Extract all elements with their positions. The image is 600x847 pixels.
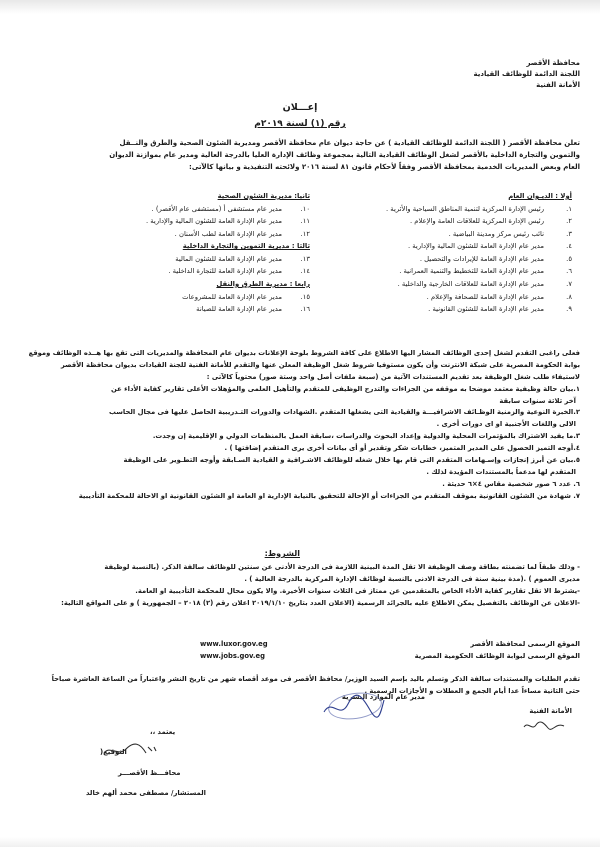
job-item: ١٥. مدير عام الإدارة العامة للمشروعات [182,292,310,301]
job-item: ٥. مدير عام الإدارة العامة للإيرادات والتحصيل . [419,254,572,263]
section-heading: أولا : الديـوان العام [508,192,572,200]
announcement-title: إعـــلان [282,102,318,113]
condition-line: - وذلك طبقاً لما تضمنته بطاقة وصف الوظيفة الا تقل المدة البينية اللازمة فى الدرجة الأدنى عن سنتين للوظائف سالفة الذكر. (بالنسبة لوظيفة [104,563,580,571]
website-label: الموقع الرسمى لبوابة الوظائف الحكومية المصرية [414,652,580,661]
conditions-paragraph [18,562,580,610]
job-item: ١٢. مدير عام الإدارة العامة لطب الأسنان . [174,229,310,238]
secretariat-handwritten-signature [520,719,568,733]
job-item: ١٦. مدير عام الإدارة العامة للصيانة [196,305,310,314]
body-line: آخر ثلاثة سنوات سابقة [499,396,576,405]
letterhead-secretariat: الأمانة الفنية [536,80,580,89]
closing-paragraph [18,674,580,698]
secretariat-signature: الأمانة الفنية [529,707,572,715]
body-line: ٣.ما يفيد الاشتراك بالمؤتمرات المحلية والدولية وإعداد البحوث والدراسات ،سابقة العمل بالمنظمات الدولي و الإقليمية إن وجدت. [152,432,580,441]
intro-line: تعلن محافظة الأقصر ( اللجنة الدائمة للوظائف القيادية ) عن حاجة ديوان عام محافظة الأقصر ومديرية الشئون الصحية والطرق والنــقل [119,139,580,147]
body-line: ٢.الخبرة النوعية والزمنية الوظـائف الاشرافيـــة والقيادية التى يشغلها المتقدم .الشهادات والدورات التـدريبية الحاصل عليها فى مجال الحاسب [109,408,580,417]
section-heading-supply: ثالثا : مديرية التموين والتجارة الداخلية [182,242,310,251]
announcement-number: رقم (١) لسنة ٢٠١٩م [254,119,346,129]
job-item: ٣. نائب رئيس مركز ومدينة البياضية . [448,229,572,238]
body-line: لاستيفاء طلب شغل الوظيفة بعد تقديم المستندات الآتية من (سبعة ملفات أصل واحد وستة صور) محتوياً كالآتى : [206,372,580,381]
intro-paragraph [20,138,580,174]
governor-title: محافـــظ الأقصـــر [118,769,181,777]
job-item: ١٣. مدير عام الإدارة العامة للشئون المالية [175,254,310,263]
approval-label: يعتمد ،، [150,728,176,736]
job-item: ٢. رئيس الإدارة المركزية للعلاقات العامة والإعلام . [409,217,572,226]
condition-line: -الاعلان عن الوظائف بالتفصيل يمكن الاطلاع عليه بالجرائد الرسمية (الاعلان العدد بتاريخ ٢٠١٩/١/١٠ اعلان رقم (٢) ٢٠١٨ – الجمهورية ) و على المواقع التالية: [61,598,580,607]
closing-line: تقدم الطلبات والمستندات سالفة الذكر وتسلم باليد بإسم السيد الوزير/ محافظ الأقصر فى موعد أقصاه شهر من تاريخ النشر واعتباراً من الساعة العاشرة صباحاً [51,675,580,683]
governor-handwritten-signature [100,741,160,761]
letterhead [474,58,580,91]
letterhead-governorate: محافظة الأقصر [526,59,580,67]
job-item: ٤. مدير عام الإدارة العامة للشئون المالية والإدارية . [407,242,572,251]
job-item: ١١. مدير عام الإدارة العامة للشئون المالية والإدارية . [145,217,310,226]
website-row [200,638,580,650]
section-heading-health: ثانيا: مديرية الشئون الصحية [217,192,310,200]
body-line: ٥.بيان عن أبرز إنجازات وإسـهامات المتقدم التى قام بها خلال شغله للوظائف الاشـرافية و القيادية السـابقة وأوجه التطـوير على الوظيفة [123,456,580,465]
website-label: الموقع الرسمى لمحافظة الأقصر [470,640,580,648]
website-row [200,650,580,662]
body-line: ٦. عدد ٦ صور شخصية مقاس ٤×٦ حديثة . [442,479,580,488]
hr-director-signature: مدير عام الموارد البشرية [341,693,425,701]
section-heading-roads: رابعا : مديرية الطرق والنقل [216,279,310,288]
website-url[interactable]: www.jobs.gov.eg [200,652,265,661]
job-item: ٧. مدير عام الإدارة العامة للعلاقات الخارجية والداخلية . [397,279,572,288]
body-line: ١.بيان حالة وظيفية معتمد موضحا به موقفه من الجزاءات والتدرج الوظيفى للمتقدم والتأهيل العلمى والمؤهلات الأعلى تقارير كفاية الأداء عن [111,384,580,393]
condition-line: -يشترط الا تقل تقارير كفاية الأداء الخاص بالمتقدمين عن ممتاز فى الثلاث سنوات الأخيرة. والا يكون محال للمحكمة التأديبية او العامة. [135,586,580,595]
hr-handwritten-signature [318,690,388,724]
letterhead-committee: اللجنة الدائمة للوظائف القيادية [473,69,580,78]
job-item: ٦. مدير عام الإدارة العامة للتخطيط والتنمية العمرانية . [399,267,572,276]
job-item: ٩. مدير عام الإدارة العامة للشئون القانونية . [428,305,572,314]
condition-line: مديرى العموم ) .(مدة بينية سنة فى الدرجة الادنى بالنسبة لوظائف الإدارة المركزية بالدرجة العالية ) . [244,574,580,583]
body-line: الالى واللغات الأجنبية او اى دورات أخرى . [436,420,576,429]
job-item: ١. رئيس الإدارة المركزية لتنمية المناطق السياحية والأثرية . [385,204,572,213]
body-line: ٤.أوجه التميز الحصول على المدير المتميز، خطابات شكر وتقدير أو أى بيانات أخرى يرى المتقدم إضافتها ) . [224,444,580,453]
governor-name: المستشار/ مصطفى محمد ألهم خالد [86,789,206,797]
conditions-heading: الشروط: [264,549,300,558]
scan-edge-top [0,0,600,14]
governor-signature-line: التوقيع( [100,748,127,756]
closing-line: حتى الثانية مساءاً عدا أيام الجمع و العطلات و الأجازات الرسمية . [364,686,580,695]
scan-edge-bottom [0,837,600,847]
intro-line: العام وبعض المديريات الخدمية بمحافظة الأقصر وفقاً لأحكام قانون ٨١ لسنة ٢٠١٦ ولائحته التنفيذية و بيانها كالآتى: [189,162,580,171]
section-directorates [85,190,310,316]
website-url[interactable]: www.luxor.gov.eg [200,640,268,648]
body-line: المتقدم لها مدعماً بالمستندات المؤيدة لذلك . [426,467,576,476]
intro-line: والتموين والتجارة الداخلية بالأقصر لشغل الوظائف القيادية التالية بمجموعة وظائف الإدارة العليا بالدرجة العالية ومدير عام بموازنة الديوان [109,150,580,159]
job-item: ١٠. مدير عام مستشفى أ (مستشفى عام الأقصر) . [151,204,310,213]
job-item: ٨. مدير عام الإدارة العامة للصحافة والإعلام . [426,292,572,301]
job-item: ١٤. مدير عام الإدارة العامة للتجارة الداخلية . [168,267,310,276]
body-line: بوابة الحكومة المصرية على شبكة الانترنت وأن يكون مستوفيا شروط شغل الوظيفة المعلن عنها والتقدم للأمانة الفنية للجنة القيادات بديوان محافظة الأقصر [60,360,580,369]
requirements-paragraph [18,348,580,503]
body-line: ٧. شهادة من الشئون القانونية بموقف المتقدم من الجزاءات أو الإحالة للتحقيق بالنيابة الإدارية او العامة او الشئون القانونية او الاحالة للمحكمة التأديبية [78,491,580,500]
websites-block [20,638,580,662]
body-line: فعلى راغبى التقدم لشغل إحدى الوظائف المشار اليها الاطلاع على كافة الشروط بلوحة الإعلانات بديوان عام المحافظة والمديريات التى تقع بها هــذه الوظائف وموقع [28,349,580,357]
